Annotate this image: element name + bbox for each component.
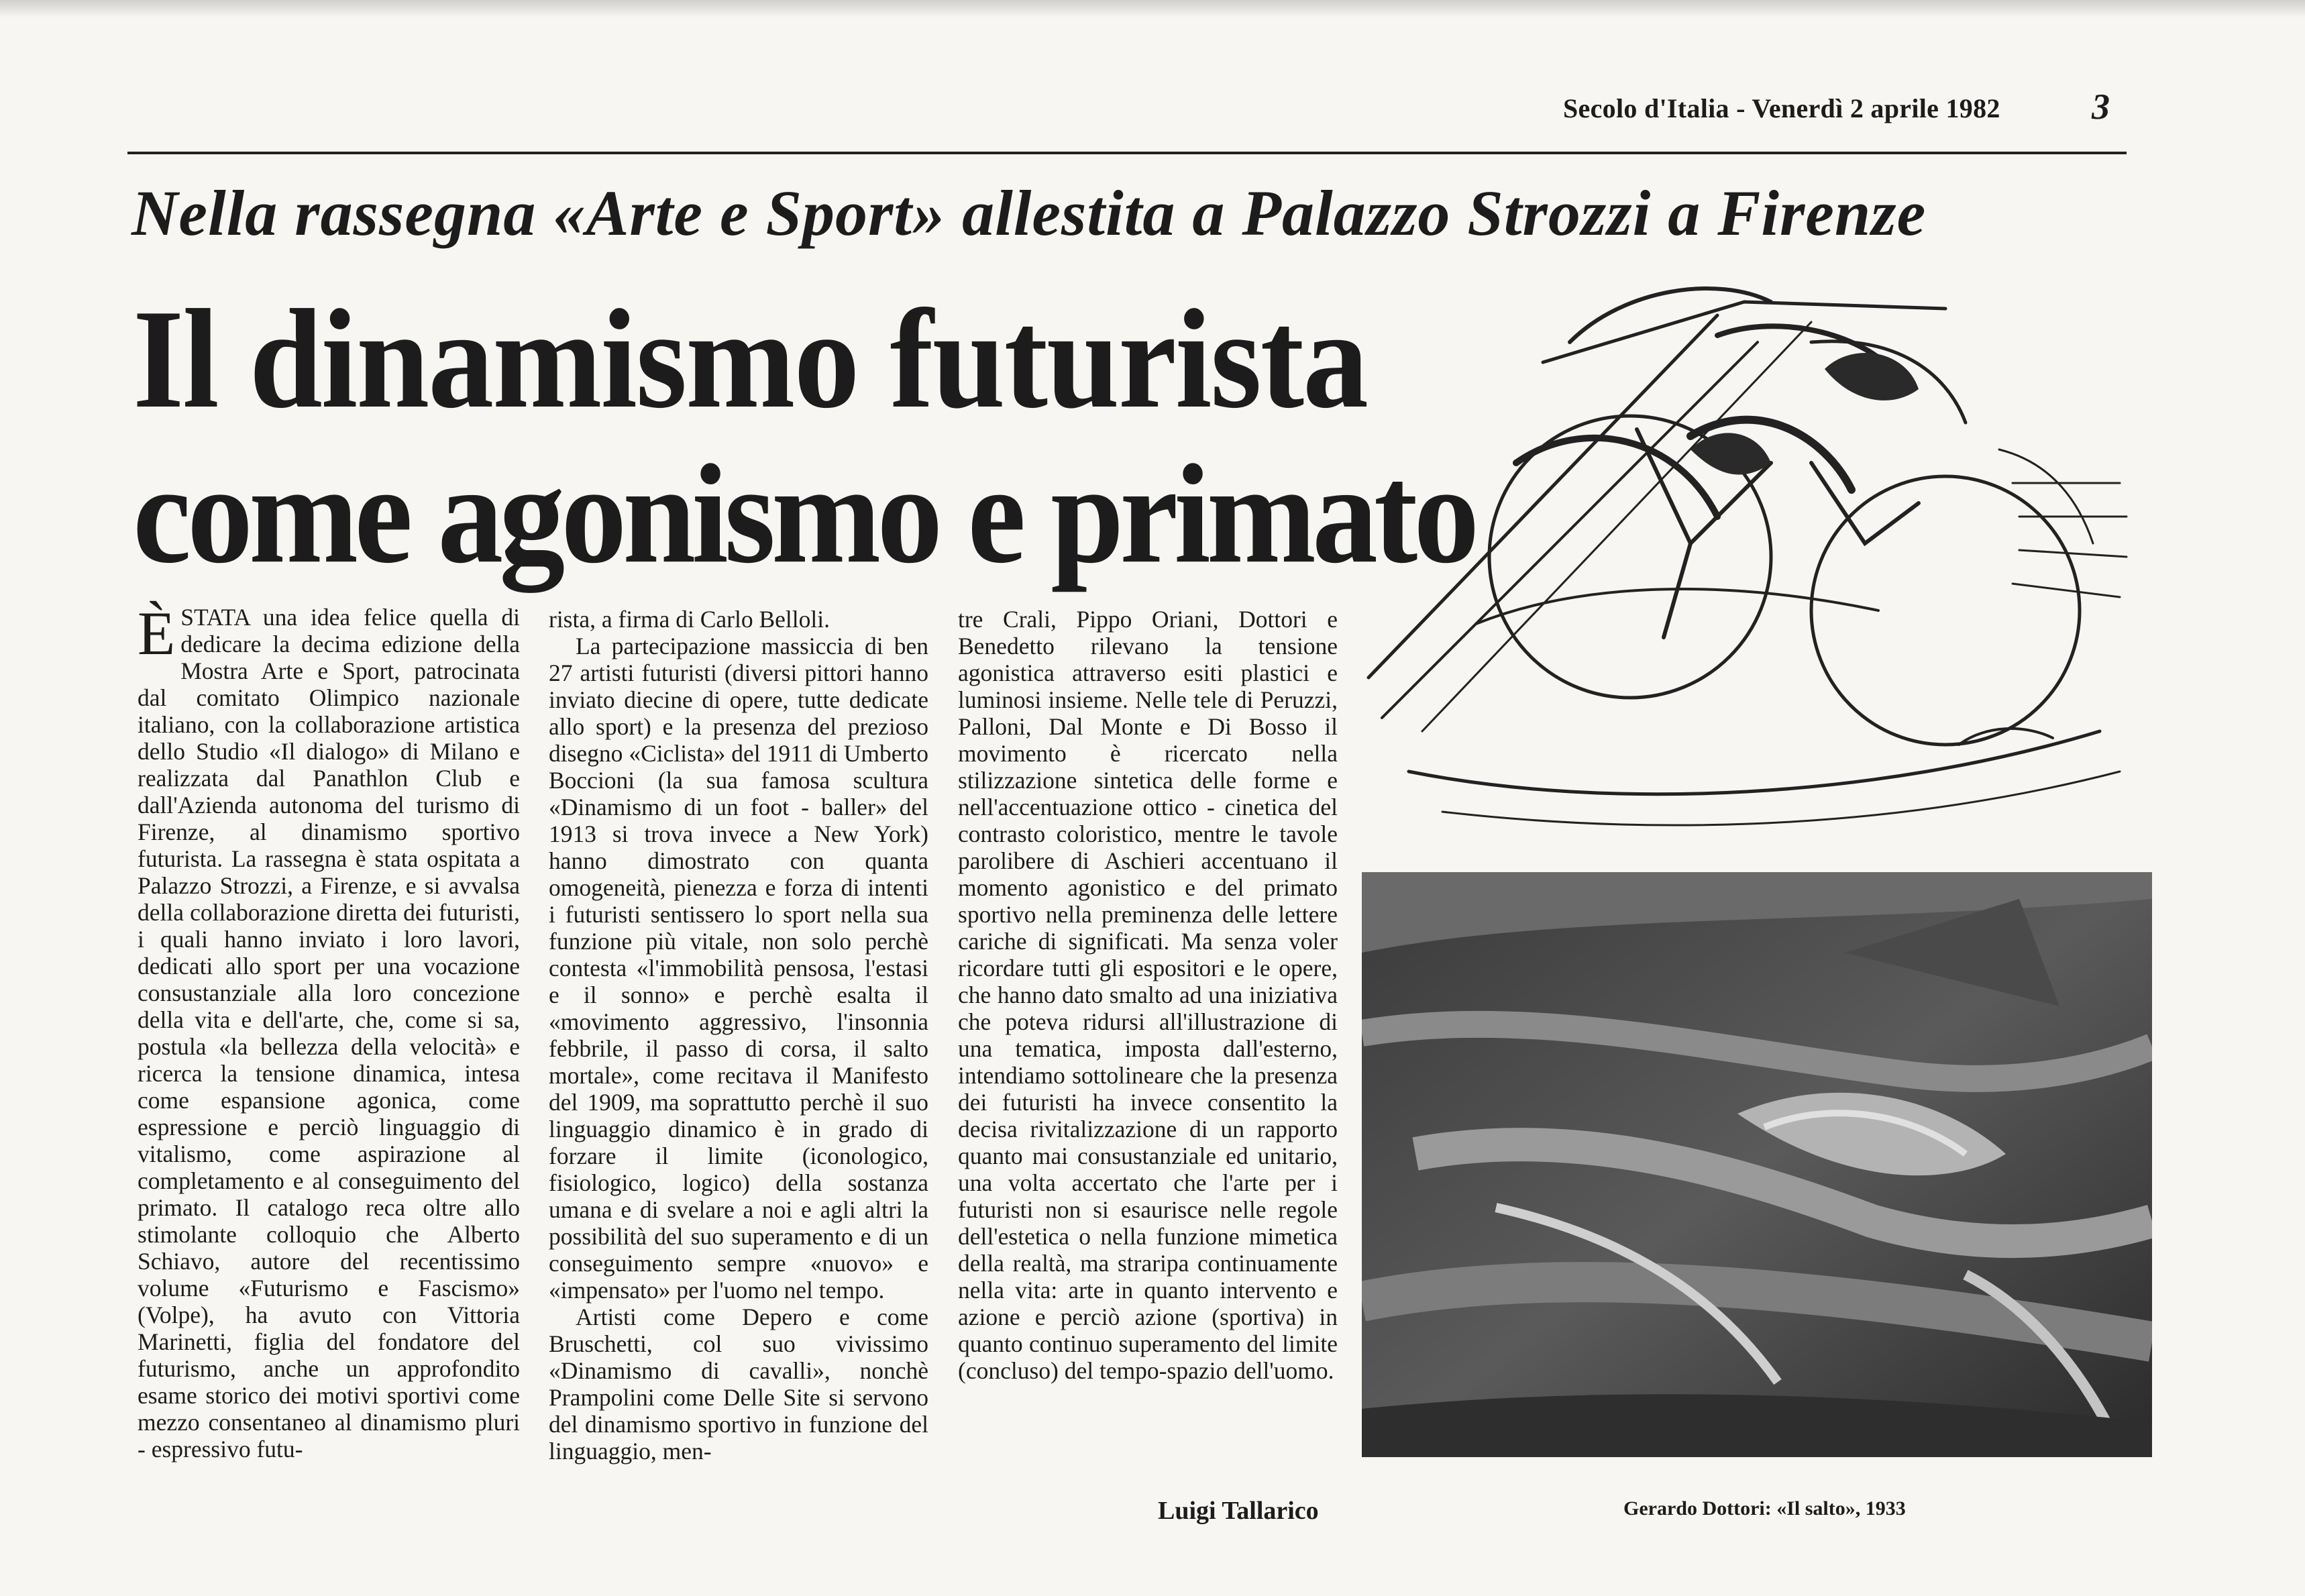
author-byline: Luigi Tallarico xyxy=(1158,1497,1319,1525)
page-edge xyxy=(0,0,2305,17)
masthead: Secolo d'Italia - Venerdì 2 aprile 1982 xyxy=(1563,93,2000,123)
column-2-paragraph-2: Artisti come Depero e come Bruschetti, col suo vivissimo «Dinamismo di cavalli», nonchè Prampolini come Delle Site si servono del dinamismo sportivo in funzione del linguaggio, men- xyxy=(549,1304,928,1465)
painting-caption: Gerardo Dottori: «Il salto», 1933 xyxy=(1623,1497,1906,1520)
column-2-continuation: rista, a firma di Carlo Belloli. xyxy=(549,606,830,633)
column-1-paragraph: STATA una idea felice quella di dedicare la decima edizione della Mostra Arte e Sport, patrocinata dal comitato Olimpico nazionale italiano, con la collaborazione artistica dello Studio «Il dialogo» di Milano e realizzata dal Panathlon Club e dall'Azienda autonoma del turismo di Firenze, al dinamismo sportivo futurista. La rassegna è stata ospitata a Palazzo Strozzi, a Firenze, e si avvalsa della collaborazione diretta dei futuristi, i quali hanno inviato i loro lavori, dedicati allo sport per una vocazione consustanziale alla loro concezione della vita e dell'arte, che, come si sa, postula «la bellezza della velocità» e ricerca la tensione dinamica, intesa come espansione agonica, come espressione e perciò linguaggio di vitalismo, come aspirazione al completamento e al conseguimento del primato. Il catalogo reca oltre allo stimolante colloquio che Alberto Schiavo, autore del recentissimo volume «Futurismo e Fascismo» (Volpe), ha avuto con Vittoria Marinetti, figlia del fondatore del futurismo, anche un approfondito esame storico dei motivi sportivi come mezzo consentaneo al dinamismo pluri - espressivo futu- xyxy=(138,604,520,1462)
column-2-paragraph-1: La partecipazione massiccia di ben 27 artisti futuristi (diversi pittori hanno inviato diecine di opere, tutte dedicate allo sport) e la presenza del prezioso disegno «Ciclista» del 1911 di Umberto Boccioni (la sua famosa scultura «Dinamismo di un foot - baller» del 1913 si trova invece a New York) hanno dimostrato con quanta omogeneità, pienezza e forza di intenti i futuristi sentissero lo sport nella sua funzione più vitale, non solo perchè contesta «l'immobilità pensosa, l'estasi e il sonno» e perchè esalta il «movimento aggressivo, l'insonnia febbrile, il passo di corsa, il salto mortale», come recitava il Manifesto del 1909, ma soprattutto perchè il suo linguaggio dinamico è in grado di forzare il limite (iconologico, fisiologico, logico) della sostanza umana e di svelare a noi e agli altri la possibilità del suo superamento e di un conseguimento sempre «nuovo» e «impensato» per l'uomo nel tempo. xyxy=(549,633,928,1304)
headline-line-1: Il dinamismo futurista xyxy=(133,280,1368,438)
headline-line-2: come agonismo e primato xyxy=(133,435,1476,593)
header-rule xyxy=(127,152,2127,154)
article-column-1 xyxy=(138,599,520,1462)
column-3-paragraph: tre Crali, Pippo Oriani, Dottori e Benedetto rilevano la tensione agonistica attraverso esiti plastici e luminosi insieme. Nelle tele di Peruzzi, Palloni, Dal Monte e Di Bosso il movimento è ricercato nella stilizzazione sintetica delle forme e nell'accentuazione ottico - cinetica del contrasto coloristico, mentre le tavole parolibere di Aschieri accentuano il momento agonistico e del primato sportivo nella preminenza delle lettere cariche di significati. Ma senza voler ricordare tutti gli espositori e le opere, che hanno dato smalto ad una iniziativa che poteva ridursi all'illustrazione di una tematica, imposta dall'esterno, intendiamo sottolineare che la presenza dei futuristi ha invece consentito la decisa rivitalizzazione di un rapporto quanto mai consustanziale ed unitario, una volta accertato che l'arte per i futuristi non si esaurisce nelle regole dell'estetica o nella funzione mimetica della realtà, ma straripa continuamente nella vita: arte in quanto intervento e azione e perciò azione (sportiva) in quanto continuo superamento del limite (concluso) del tempo-spazio dell'uomo. xyxy=(958,606,1338,1384)
page-number: 3 xyxy=(2092,87,2110,127)
cyclist-sketch-icon xyxy=(1342,262,2133,845)
article-column-3 xyxy=(958,606,1338,1384)
drop-cap: È xyxy=(138,599,176,668)
article-headline xyxy=(133,280,1476,593)
article-column-2 xyxy=(549,606,928,1465)
il-salto-painting-icon xyxy=(1362,872,2152,1457)
article-kicker: Nella rassegna «Arte e Sport» allestita a Palazzo Strozzi a Firenze xyxy=(131,177,1927,249)
